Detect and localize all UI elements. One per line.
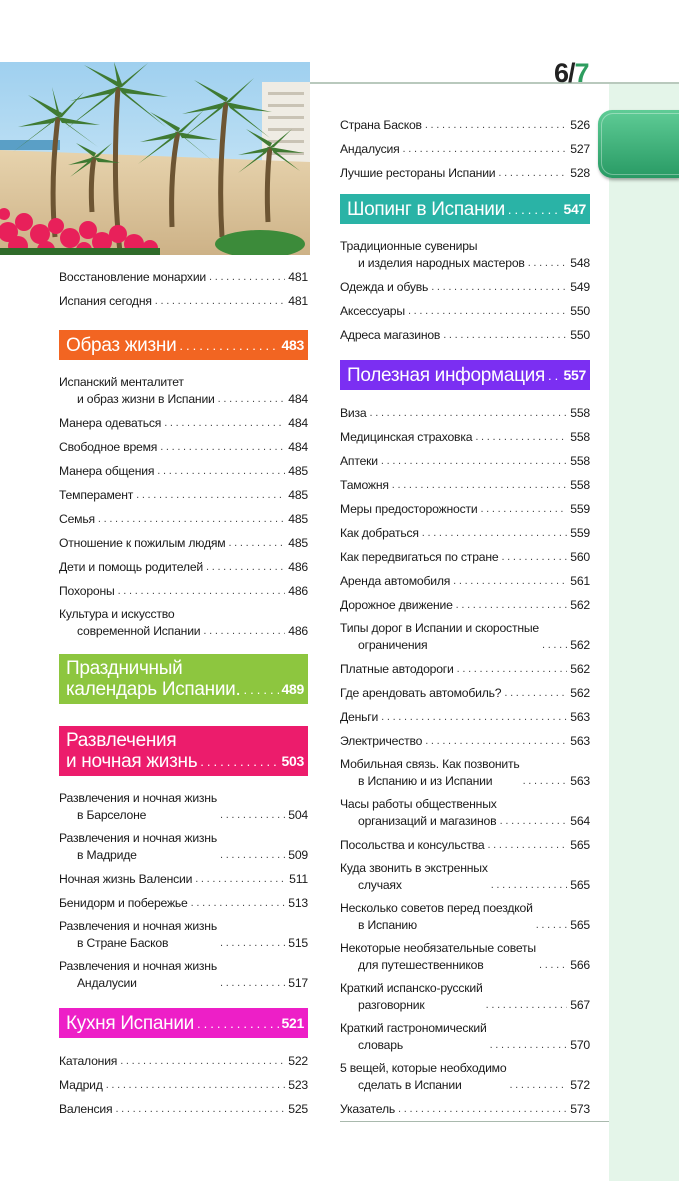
toc-entry[interactable]: Темперамент . . . 485 [59, 486, 308, 504]
toc-entry[interactable]: Часы работы общественных организаций и магазинов . . . 564 [340, 796, 590, 830]
section-heading-nightlife[interactable]: Развлечения и ночная жизнь . . . 503 [59, 726, 308, 776]
toc-entry[interactable]: Аренда автомобиля . . . 561 [340, 572, 590, 590]
toc-entry[interactable]: Каталония . . . 522 [59, 1052, 308, 1070]
beach-palm-photo [0, 62, 310, 255]
toc-entry[interactable]: Манера одеваться . . . 484 [59, 414, 308, 432]
toc-entry[interactable]: Андалусия . . . 527 [340, 140, 590, 158]
section-heading-info[interactable]: Полезная информация . . . 557 [340, 360, 590, 390]
toc-entry[interactable]: Мобильная связь. Как позвонить в Испанию и из Испании . . . 563 [340, 756, 590, 790]
toc-entry[interactable]: Мадрид . . . 523 [59, 1076, 308, 1094]
toc-entry[interactable]: Валенсия . . . 525 [59, 1100, 308, 1118]
toc-entry[interactable]: Традиционные сувениры и изделия народных мастеров . . . 548 [340, 238, 590, 272]
toc-entry[interactable]: Восстановление монархии . . . 481 [59, 268, 308, 286]
toc-entry[interactable]: Страна Басков . . . 526 [340, 116, 590, 134]
toc-entry[interactable]: Адреса магазинов . . . 550 [340, 326, 590, 344]
toc-entry[interactable]: Где арендовать автомобиль? . . . 562 [340, 684, 590, 702]
toc-entry[interactable]: Указатель . . . 573 [340, 1100, 590, 1118]
toc-entry[interactable]: Деньги . . . 563 [340, 708, 590, 726]
page-margin-band [609, 83, 679, 1181]
toc-entry[interactable]: Свободное время . . . 484 [59, 438, 308, 456]
toc-entry[interactable]: Аптеки . . . 558 [340, 452, 590, 470]
toc-entry[interactable]: Как передвигаться по стране . . . 560 [340, 548, 590, 566]
toc-entry[interactable]: Краткий испанско-русский разговорник . . . 567 [340, 980, 590, 1014]
toc-entry[interactable]: Куда звонить в экстренных случаях . . . 565 [340, 860, 590, 894]
toc-entry[interactable]: Типы дорог в Испании и скоростные ограничения . . . 562 [340, 620, 590, 654]
toc-entry[interactable]: Лучшие рестораны Испании . . . 528 [340, 164, 590, 182]
header-rule [310, 82, 679, 84]
toc-entry[interactable]: Как добраться . . . 559 [340, 524, 590, 542]
section-heading-cuisine[interactable]: Кухня Испании . . . 521 [59, 1008, 308, 1038]
toc-entry[interactable]: Электричество . . . 563 [340, 732, 590, 750]
toc-entry[interactable]: Культура и искусство современной Испании . . . 486 [59, 606, 308, 640]
toc-entry[interactable]: Посольства и консульства . . . 565 [340, 836, 590, 854]
toc-entry[interactable]: 5 вещей, которые необходимо сделать в Испании . . . 572 [340, 1060, 590, 1094]
toc-entry[interactable]: Краткий гастрономический словарь . . . 570 [340, 1020, 590, 1054]
toc-entry[interactable]: Испанский менталитет и образ жизни в Испании . . . 484 [59, 374, 308, 408]
chapter-tab[interactable] [598, 110, 679, 178]
toc-entry[interactable]: Отношение к пожилым людям . . . 485 [59, 534, 308, 552]
toc-entry[interactable]: Дорожное движение . . . 562 [340, 596, 590, 614]
toc-entry[interactable]: Несколько советов перед поездкой в Испанию . . . 565 [340, 900, 590, 934]
toc-entry[interactable]: Медицинская страховка . . . 558 [340, 428, 590, 446]
toc-entry[interactable]: Манера общения . . . 485 [59, 462, 308, 480]
section-heading-lifestyle[interactable]: Образ жизни . . . 483 [59, 330, 308, 360]
toc-entry[interactable]: Развлечения и ночная жизнь в Барселоне . . . 504 [59, 790, 308, 824]
toc-entry[interactable]: Развлечения и ночная жизнь в Мадриде . . . 509 [59, 830, 308, 864]
toc-left-column [59, 268, 308, 1124]
toc-entry[interactable]: Меры предосторожности . . . 559 [340, 500, 590, 518]
toc-entry[interactable]: Дети и помощь родителей . . . 486 [59, 558, 308, 576]
toc-entry[interactable]: Таможня . . . 558 [340, 476, 590, 494]
toc-entry[interactable]: Развлечения и ночная жизнь в Стране Басков . . . 515 [59, 918, 308, 952]
toc-right-column [340, 116, 590, 1124]
toc-entry[interactable]: Виза . . . 558 [340, 404, 590, 422]
toc-entry[interactable]: Семья . . . 485 [59, 510, 308, 528]
toc-entry[interactable]: Аксессуары . . . 550 [340, 302, 590, 320]
toc-entry[interactable]: Бенидорм и побережье . . . 513 [59, 894, 308, 912]
toc-entry[interactable]: Одежда и обувь . . . 549 [340, 278, 590, 296]
toc-entry[interactable]: Развлечения и ночная жизнь Андалусии . . . 517 [59, 958, 308, 992]
page-number: 6/7 [554, 58, 589, 88]
toc-entry[interactable]: Ночная жизнь Валенсии . . . 511 [59, 870, 308, 888]
toc-entry[interactable]: Похороны . . . 486 [59, 582, 308, 600]
toc-entry[interactable]: Испания сегодня . . . 481 [59, 292, 308, 310]
section-heading-shopping[interactable]: Шопинг в Испании . . . 547 [340, 194, 590, 224]
toc-entry[interactable]: Платные автодороги . . . 562 [340, 660, 590, 678]
section-heading-holidays[interactable]: Праздничный календарь Испании. . . . 489 [59, 654, 308, 704]
toc-entry[interactable]: Некоторые необязательные советы для путешественников . . . 566 [340, 940, 590, 974]
